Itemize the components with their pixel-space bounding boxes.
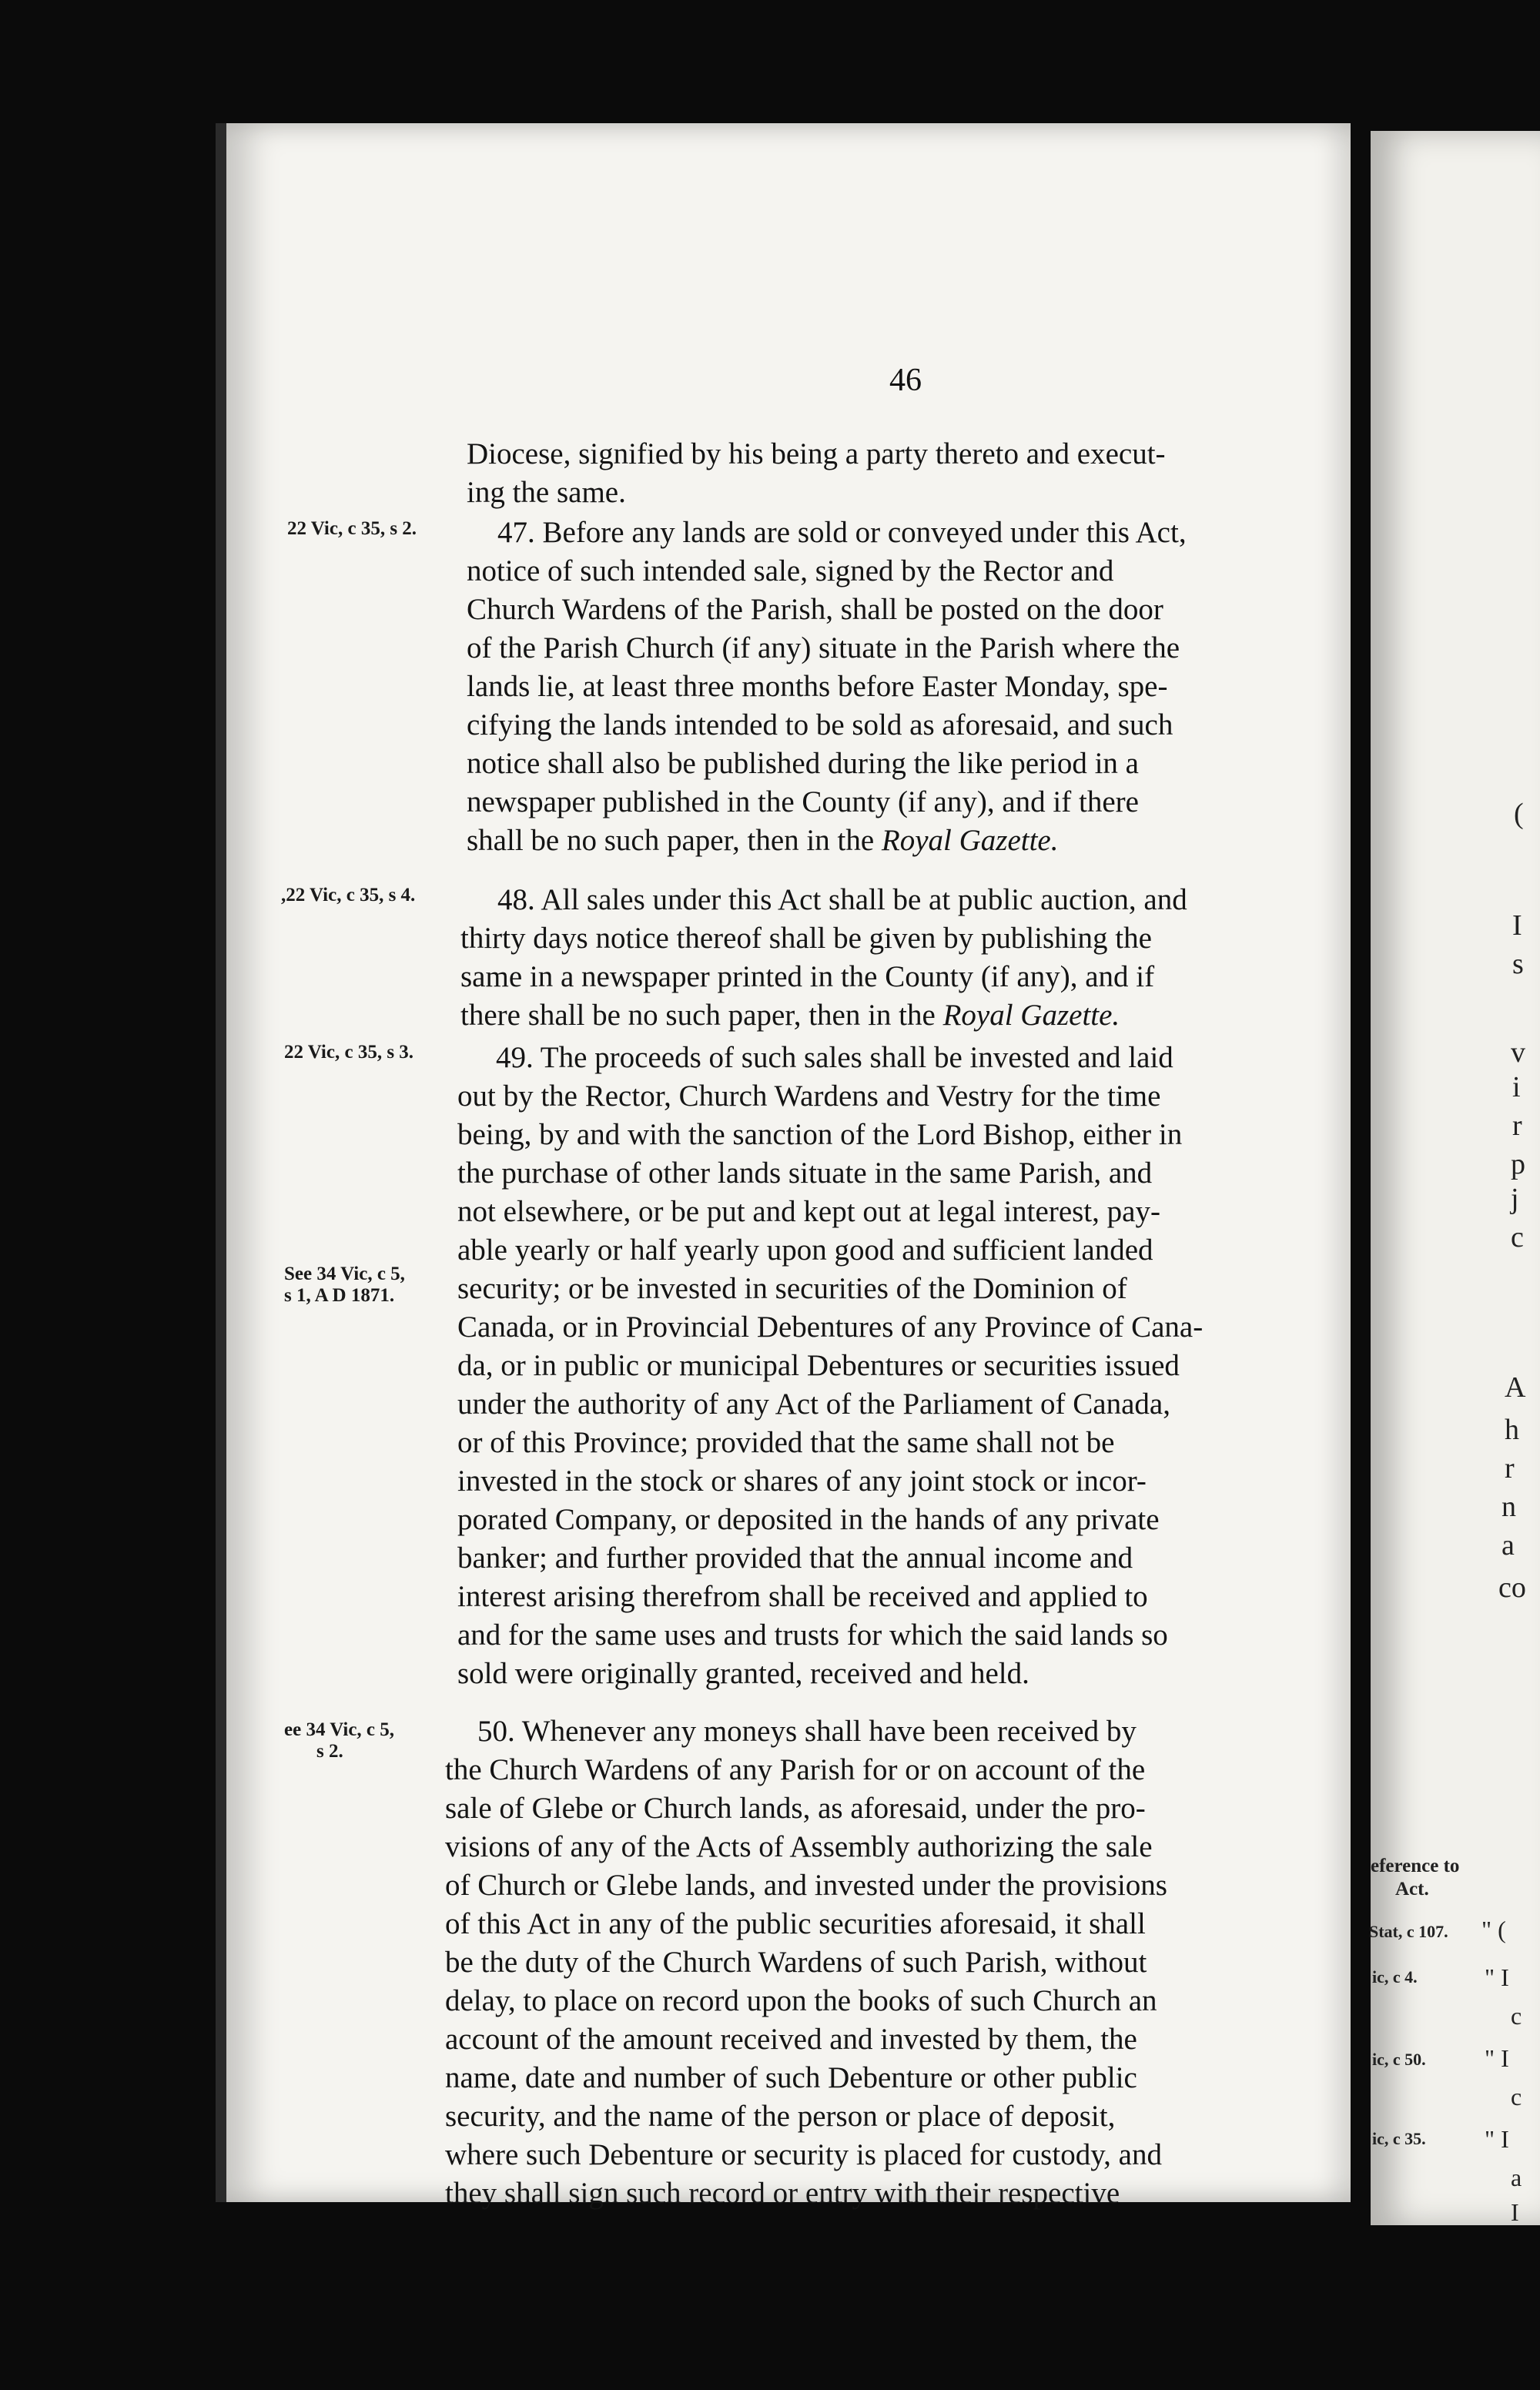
text-line: under the authority of any Act of the Parliament of Canada, bbox=[457, 1387, 1170, 1421]
margin-note: 22 Vic, c 35, s 2. bbox=[287, 518, 417, 539]
section-47 bbox=[467, 514, 1321, 860]
text-line: thirty days notice thereof shall be given by publishing the bbox=[460, 922, 1152, 955]
text-line: being, by and with the sanction of the Lord Bishop, either in bbox=[457, 1118, 1183, 1151]
right-page-fragment: a bbox=[1511, 2164, 1522, 2191]
text-line: invested in the stock or shares of any joint stock or incor- bbox=[457, 1464, 1147, 1498]
text-line: security, and the name of the person or place of deposit, bbox=[445, 2100, 1116, 2133]
text-line: newspaper published in the County (if any), and if there bbox=[467, 785, 1139, 818]
right-page-fragment: c bbox=[1511, 2083, 1522, 2110]
page-number: 46 bbox=[889, 363, 922, 398]
section-48 bbox=[460, 881, 1321, 1035]
right-page-fragment: I bbox=[1512, 909, 1522, 942]
section-49 bbox=[457, 1039, 1317, 1693]
text-line: visions of any of the Acts of Assembly authorizing the sale bbox=[445, 1830, 1153, 1863]
text-line: sold were originally granted, received and held. bbox=[457, 1657, 1029, 1690]
margin-note: 22 Vic, c 35, s 3. bbox=[284, 1042, 414, 1063]
right-page-fragment: r bbox=[1512, 1110, 1522, 1142]
section-50 bbox=[445, 1712, 1304, 2213]
text-line: account of the amount received and invested by them, the bbox=[445, 2023, 1137, 2056]
text-fragment: shall be no such paper, then in the bbox=[467, 824, 882, 857]
text-line: and for the same uses and trusts for which the said lands so bbox=[457, 1618, 1168, 1652]
text-line bbox=[460, 996, 1321, 1035]
text-line: 49. The proceeds of such sales shall be invested and laid bbox=[496, 1041, 1173, 1074]
text-line: sale of Glebe or Church lands, as aforesaid, under the pro- bbox=[445, 1792, 1146, 1825]
text-line: notice of such intended sale, signed by the Rector and bbox=[467, 554, 1114, 587]
right-page-fragment: " I bbox=[1485, 1963, 1509, 1991]
text-line: 48. All sales under this Act shall be at public auction, and bbox=[497, 883, 1187, 916]
text-line: be the duty of the Church Wardens of such Parish, without bbox=[445, 1946, 1147, 1979]
right-page-fragment: s bbox=[1512, 948, 1524, 980]
text-line: 47. Before any lands are sold or conveyed under this Act, bbox=[497, 516, 1187, 549]
text-line: of Church or Glebe lands, and invested under the provisions bbox=[445, 1869, 1167, 1902]
text-line: ing the same. bbox=[467, 476, 626, 509]
reference-item: ic, c 4. bbox=[1372, 1967, 1418, 1987]
reference-item: ic, c 50. bbox=[1372, 2050, 1426, 2069]
right-page-fragment: ( bbox=[1514, 798, 1524, 830]
right-page-fragment: h bbox=[1505, 1414, 1519, 1446]
italic-title: Royal Gazette. bbox=[942, 999, 1120, 1032]
text-line: porated Company, or deposited in the hands of any private bbox=[457, 1503, 1160, 1536]
text-line: da, or in public or municipal Debentures or securities issued bbox=[457, 1349, 1180, 1382]
text-line: Diocese, signified by his being a party thereto and execut- bbox=[467, 437, 1166, 470]
text-line: of the Parish Church (if any) situate in the Parish where the bbox=[467, 631, 1180, 664]
text-line: notice shall also be published during the like period in a bbox=[467, 747, 1139, 780]
right-page-fragment: " I bbox=[1485, 2044, 1509, 2072]
text-line: able yearly or half yearly upon good and sufficient landed bbox=[457, 1233, 1153, 1267]
text-line: name, date and number of such Debenture or other public bbox=[445, 2061, 1137, 2094]
right-page-fragment: I bbox=[1511, 2198, 1519, 2226]
text-line: of this Act in any of the public securities aforesaid, it shall bbox=[445, 1907, 1146, 1940]
text-line bbox=[467, 822, 1321, 860]
text-line: interest arising therefrom shall be received and applied to bbox=[457, 1580, 1148, 1613]
margin-note: ,22 Vic, c 35, s 4. bbox=[281, 885, 416, 905]
text-line: the Church Wardens of any Parish for or on account of the bbox=[445, 1753, 1146, 1786]
right-page-fragment: n bbox=[1502, 1491, 1516, 1523]
right-page-fragment: a bbox=[1502, 1529, 1515, 1562]
right-page-fragment: " I bbox=[1485, 2125, 1509, 2153]
margin-note: See 34 Vic, c 5, bbox=[284, 1264, 405, 1284]
right-page-fragment: co bbox=[1498, 1572, 1526, 1604]
text-line: Church Wardens of the Parish, shall be posted on the door bbox=[467, 593, 1163, 626]
text-line: banker; and further provided that the annual income and bbox=[457, 1541, 1133, 1575]
reference-item: Stat, c 107. bbox=[1369, 1922, 1448, 1941]
text-line: Canada, or in Provincial Debentures of any Province of Cana- bbox=[457, 1310, 1204, 1344]
right-page-fragment: " ( bbox=[1481, 1916, 1506, 1943]
right-page-fragment: p bbox=[1511, 1148, 1525, 1180]
right-page-fragment: v bbox=[1511, 1036, 1525, 1069]
right-page-fragment: A bbox=[1505, 1371, 1526, 1404]
text-line: they shall sign such record or entry with their respective bbox=[445, 2177, 1120, 2210]
text-line: not elsewhere, or be put and kept out at legal interest, pay- bbox=[457, 1195, 1160, 1228]
text-fragment: there shall be no such paper, then in the bbox=[460, 999, 943, 1032]
text-line: 50. Whenever any moneys shall have been received by bbox=[477, 1715, 1137, 1748]
right-page-fragment: c bbox=[1511, 1221, 1524, 1254]
margin-note: s 1, A D 1871. bbox=[284, 1285, 395, 1306]
text-line: the purchase of other lands situate in the same Parish, and bbox=[457, 1157, 1153, 1190]
right-page-fragment: j bbox=[1511, 1183, 1519, 1215]
reference-item: ic, c 35. bbox=[1372, 2129, 1426, 2148]
reference-header: eference to bbox=[1371, 1856, 1460, 1876]
text-line: lands lie, at least three months before Easter Monday, spe- bbox=[467, 670, 1168, 703]
text-line: security; or be invested in securities of the Dominion of bbox=[457, 1272, 1127, 1305]
text-line: delay, to place on record upon the books of such Church an bbox=[445, 1984, 1157, 2017]
text-line: where such Debenture or security is placed for custody, and bbox=[445, 2138, 1162, 2171]
text-line: out by the Rector, Church Wardens and Vestry for the time bbox=[457, 1080, 1161, 1113]
margin-note: ee 34 Vic, c 5, bbox=[284, 1719, 395, 1740]
right-page-fragment: c bbox=[1511, 2002, 1522, 2030]
text-line: cifying the lands intended to be sold as aforesaid, and such bbox=[467, 708, 1173, 741]
text-line: same in a newspaper printed in the County (if any), and if bbox=[460, 960, 1155, 993]
reference-header: Act. bbox=[1395, 1879, 1429, 1900]
text-line: or of this Province; provided that the same shall not be bbox=[457, 1426, 1115, 1459]
italic-title: Royal Gazette. bbox=[881, 824, 1059, 857]
right-page-fragment: i bbox=[1512, 1071, 1521, 1103]
margin-note: s 2. bbox=[316, 1741, 343, 1762]
body-text bbox=[467, 435, 1321, 512]
right-page-fragment: r bbox=[1505, 1452, 1515, 1485]
